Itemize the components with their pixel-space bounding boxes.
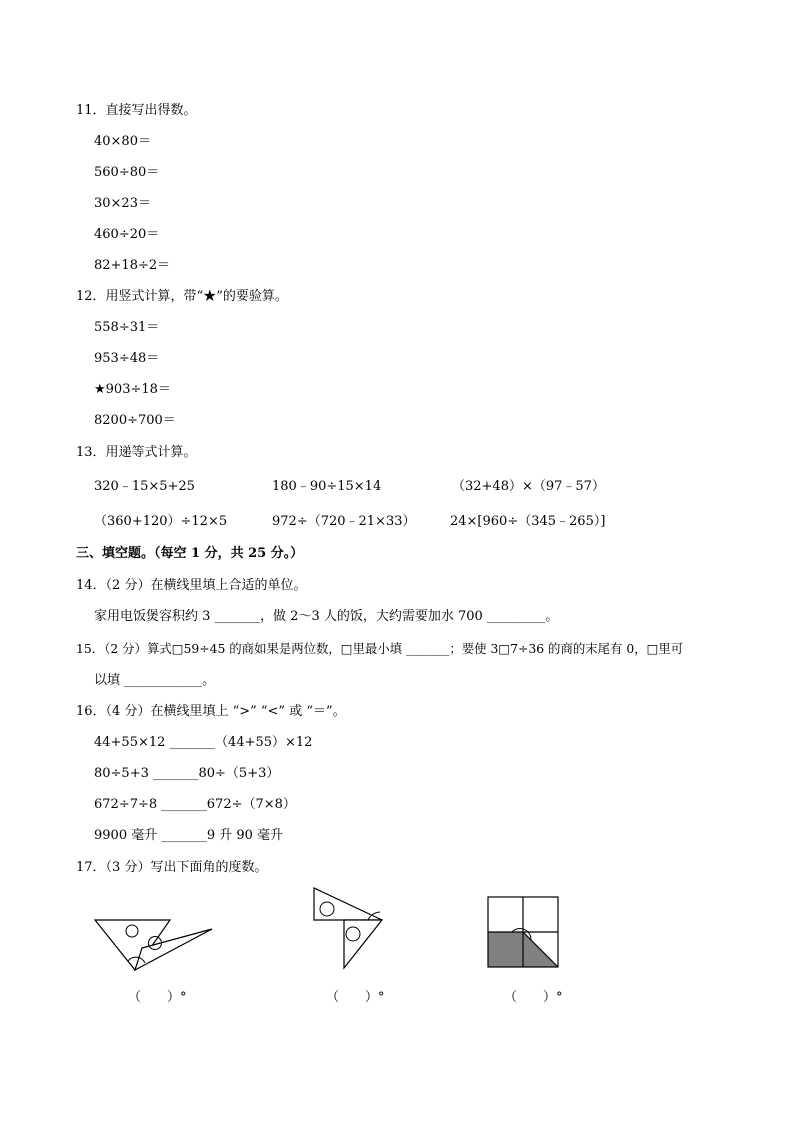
q11-item-1: 40×80＝ — [94, 134, 151, 149]
section-3-heading: 三、填空题。（每空 1 分，共 25 分。） — [76, 546, 304, 561]
q13-expr-2: 180﹣90÷15×14 — [272, 479, 382, 494]
q12-title: 12．用竖式计算，带“★”的要验算。 — [76, 289, 288, 304]
q13-expr-3: （32+48）×（97﹣57） — [452, 479, 605, 494]
q17-title: 17．（3 分）写出下面角的度数。 — [76, 860, 268, 875]
q15-line-2: 以填 ____________。 — [94, 673, 216, 688]
q13-expr-5: 972÷（720﹣21×33） — [272, 514, 416, 529]
q16-item-4: 9900 毫升 _______9 升 90 毫升 — [94, 828, 284, 843]
q14-title: 14．（2 分）在横线里填上合适的单位。 — [76, 578, 307, 593]
q12-item-3: ★903÷18＝ — [94, 382, 171, 397]
q13-expr-1: 320﹣15×5+25 — [94, 479, 195, 494]
q17-answer-2[interactable]: （ ）° — [326, 990, 385, 1005]
q11-item-5: 82+18÷2＝ — [94, 258, 171, 273]
q16-item-1: 44+55×12 _______（44+55）×12 — [94, 735, 313, 750]
q16-item-3: 672÷7÷8 _______672÷（7×8） — [94, 797, 296, 812]
q16-item-2: 80÷5+3 _______80÷（5+3） — [94, 766, 280, 781]
q12-item-2: 953÷48＝ — [94, 351, 160, 366]
q12-item-1: 558÷31＝ — [94, 320, 160, 335]
q13-expr-4: （360+120）÷12×5 — [94, 514, 228, 529]
q14-line: 家用电饭煲容积约 3 _______，做 2～3 人的饭，大约需要加水 700 _________。 — [94, 609, 559, 624]
q17-answer-1[interactable]: （ ）° — [128, 990, 187, 1005]
q11-title: 11．直接写出得数。 — [76, 103, 197, 118]
q16-title: 16．（4 分）在横线里填上 “>” “<” 或 “＝”。 — [76, 704, 346, 719]
angle-figure-3 — [485, 895, 561, 969]
q15-line-1: 15．（2 分）算式□59÷45 的商如果是两位数，□里最小填 _______；要使 3□7÷36 的商的末尾有 0，□里可 — [76, 641, 684, 656]
q13-expr-6: 24×[960÷（345﹣265）] — [450, 514, 606, 529]
angle-figure-2 — [308, 884, 390, 972]
q11-item-4: 460÷20＝ — [94, 227, 160, 242]
q11-item-2: 560÷80＝ — [94, 165, 160, 180]
q17-answer-3[interactable]: （ ）° — [504, 990, 563, 1005]
q12-item-4: 8200÷700＝ — [94, 413, 176, 428]
angle-figure-1 — [90, 910, 220, 980]
q11-item-3: 30×23＝ — [94, 196, 151, 211]
q13-title: 13．用递等式计算。 — [76, 445, 197, 460]
